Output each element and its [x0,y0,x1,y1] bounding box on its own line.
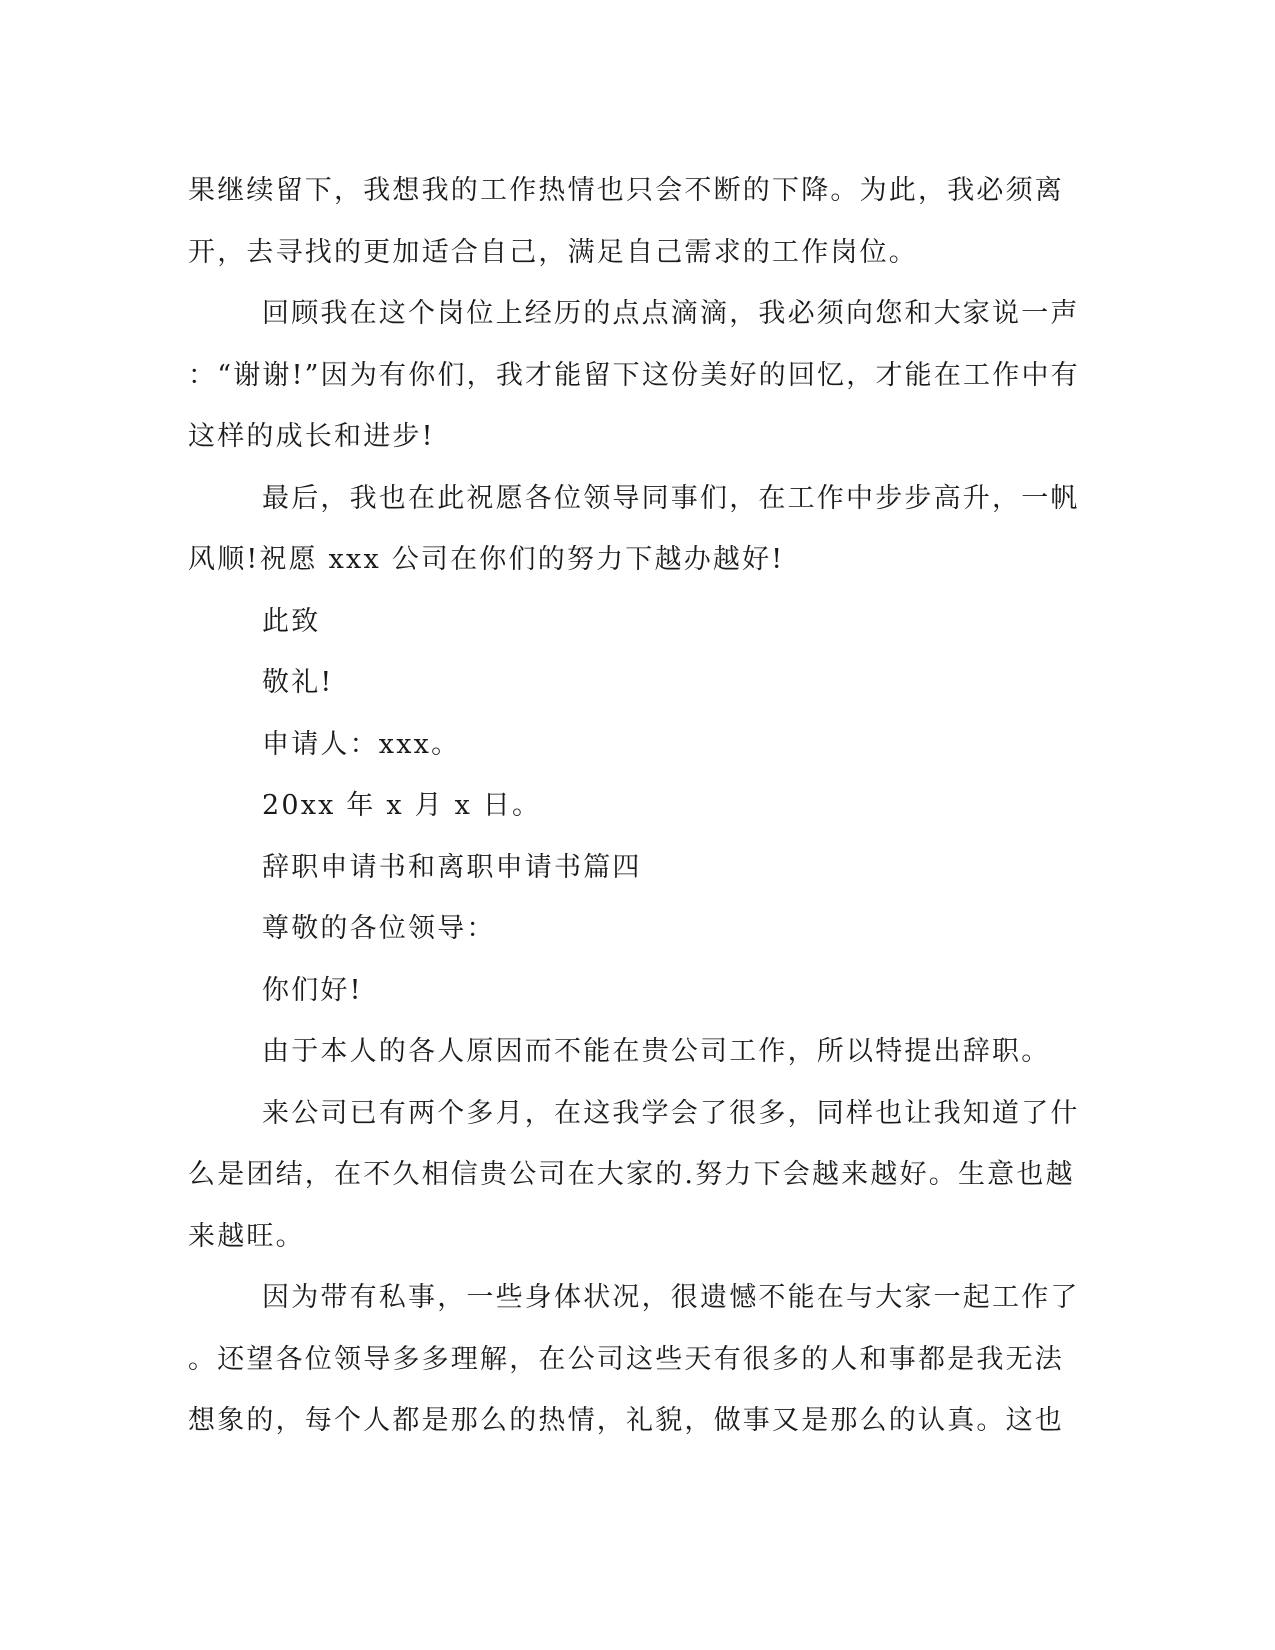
text-line: 申请人：xxx。 [262,728,461,760]
text-line: 此致 [262,605,321,637]
paragraph-continuation [188,160,1078,283]
text-line: 因为带有私事，一些身体状况，很遗憾不能在与大家一起工作了 [262,1282,1080,1313]
text-line: 么是团结，在不久相信贵公司在大家的.努力下会越来越好。生意也越 [188,1159,1075,1190]
paragraph-experience [188,1083,1078,1268]
text-line: 你们好! [262,974,363,1006]
section-heading [188,837,1078,899]
text-line: 敬礼! [262,667,334,698]
letter-date [188,775,1078,837]
text-line: 风顺!祝愿 xxx 公司在你们的努力下越办越好! [188,544,785,575]
text-line: 回顾我在这个岗位上经历的点点滴滴，我必须向您和大家说一声 [262,298,1080,329]
text-line: 这样的成长和进步! [188,421,435,452]
paragraph-reason [188,1021,1078,1083]
closing-salutation [188,591,1078,653]
closing-respect [188,652,1078,714]
text-line: 来公司已有两个多月，在这我学会了很多，同样也让我知道了什 [262,1097,1080,1129]
text-line: 由于本人的各人原因而不能在贵公司工作，所以特提出辞职。 [262,1036,1051,1067]
text-line: 20xx 年 x 月 x 日。 [262,790,542,821]
applicant-name [188,714,1078,776]
paragraph-wishes [188,468,1078,591]
text-line: 最后，我也在此祝愿各位领导同事们，在工作中步步高升，一帆 [262,482,1080,514]
text-line: 。还望各位领导多多理解，在公司这些天有很多的人和事都是我无法 [188,1343,1064,1375]
text-line: 辞职申请书和离职申请书篇四 [262,851,642,883]
greeting-addressee [188,898,1078,960]
paragraph-personal-matters [188,1267,1078,1452]
text-line: 来越旺。 [188,1220,305,1252]
document-body [188,160,1078,1452]
greeting-hello [188,960,1078,1022]
paragraph-thanks [188,283,1078,468]
text-line: 尊敬的各位领导： [262,913,496,944]
text-line: 开，去寻找的更加适合自己，满足自己需求的工作岗位。 [188,236,918,268]
text-line: 果继续留下，我想我的工作热情也只会不断的下降。为此，我必须离 [188,175,1064,206]
text-line: ：“谢谢!”因为有你们，我才能留下这份美好的回忆，才能在工作中有 [188,359,1080,391]
text-line: 想象的，每个人都是那么的热情，礼貌，做事又是那么的认真。这也 [188,1405,1064,1436]
